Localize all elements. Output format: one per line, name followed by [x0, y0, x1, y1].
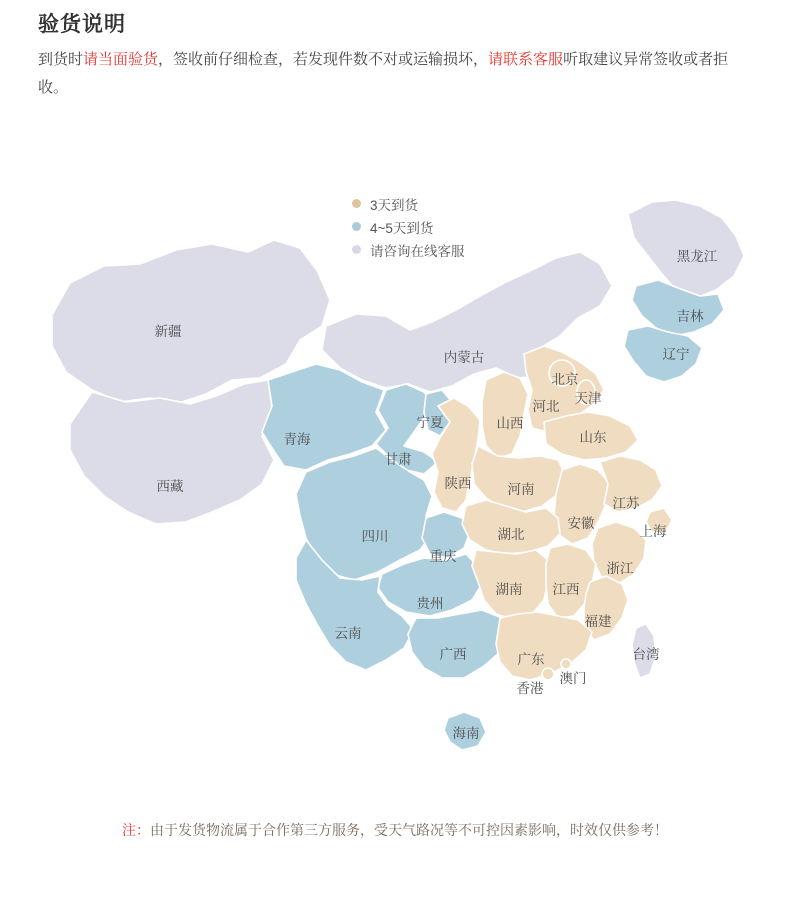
footer-note [0, 820, 790, 840]
legend-dot-fast [352, 199, 361, 208]
intro-paragraph [38, 46, 758, 102]
map-label-ningxia: 宁夏 [416, 415, 444, 430]
intro-highlight-contact-support: 请联系客服 [488, 51, 564, 68]
footer-note-text: 由于发货物流属于合作第三方服务，受天气路况等不可控因素影响，时效仅供参考！ [150, 822, 668, 838]
map-label-guangdong: 广东 [517, 652, 545, 667]
map-label-sichuan: 四川 [361, 529, 389, 544]
intro-part-2: ，签收前仔细检查，若发现件数不对或运输损坏， [158, 51, 489, 68]
map-label-jiangsu: 江苏 [612, 496, 640, 511]
map-label-inner-mongolia: 内蒙古 [443, 350, 485, 365]
map-label-anhui: 安徽 [567, 516, 595, 531]
map-label-fujian: 福建 [584, 614, 612, 629]
map-label-zhejiang: 浙江 [606, 561, 634, 576]
legend-label-medium: 4~5天到货 [370, 220, 434, 236]
map-label-shanxi: 山西 [496, 416, 524, 431]
map-label-yunnan: 云南 [334, 626, 362, 641]
legend-dot-medium [352, 222, 361, 231]
map-label-hubei: 湖北 [497, 527, 525, 542]
map-label-heilongjiang: 黑龙江 [676, 249, 718, 264]
map-label-guangxi: 广西 [439, 647, 467, 662]
map-label-guizhou: 贵州 [416, 596, 444, 611]
map-label-xinjiang: 新疆 [154, 324, 182, 339]
legend-label-fast: 3天到货 [370, 197, 419, 213]
map-label-beijing: 北京 [551, 372, 579, 387]
intro-highlight-inspect: 请当面验货 [83, 51, 159, 68]
map-label-jiangxi: 江西 [552, 582, 580, 597]
map-label-hunan: 湖南 [495, 582, 523, 597]
map-legend [352, 192, 465, 261]
map-label-shandong: 山东 [579, 430, 607, 445]
map-label-shanghai: 上海 [639, 524, 667, 539]
map-label-qinghai: 青海 [283, 432, 311, 447]
legend-item-slow [352, 238, 465, 261]
intro-part-3: 听取建议异常签收或者拒收。 [38, 51, 729, 96]
map-label-hainan: 海南 [452, 726, 480, 741]
footer-note-tag: 注： [122, 822, 150, 838]
region-hong-kong[interactable] [542, 668, 554, 680]
legend-item-fast [352, 192, 465, 215]
map-label-tibet: 西藏 [156, 479, 184, 494]
map-label-liaoning: 辽宁 [662, 347, 690, 362]
map-label-henan: 河南 [507, 482, 535, 497]
map-label-tianjin: 天津 [574, 391, 602, 406]
map-label-macau: 澳门 [559, 671, 587, 686]
legend-item-medium [352, 215, 465, 238]
map-label-hebei: 河北 [532, 399, 560, 414]
map-label-gansu: 甘肃 [384, 452, 412, 467]
map-label-taiwan: 台湾 [632, 647, 660, 662]
map-label-chongqing: 重庆 [429, 549, 457, 564]
page-title: 验货说明 [38, 13, 126, 36]
legend-dot-slow [352, 245, 361, 254]
region-tibet[interactable] [70, 380, 274, 524]
map-label-shaanxi: 陕西 [444, 476, 472, 491]
map-label-jilin: 吉林 [676, 309, 704, 324]
legend-label-slow: 请咨询在线客服 [370, 243, 465, 259]
intro-part-1: 到货时 [38, 51, 84, 68]
map-label-hong-kong: 香港 [516, 681, 544, 696]
